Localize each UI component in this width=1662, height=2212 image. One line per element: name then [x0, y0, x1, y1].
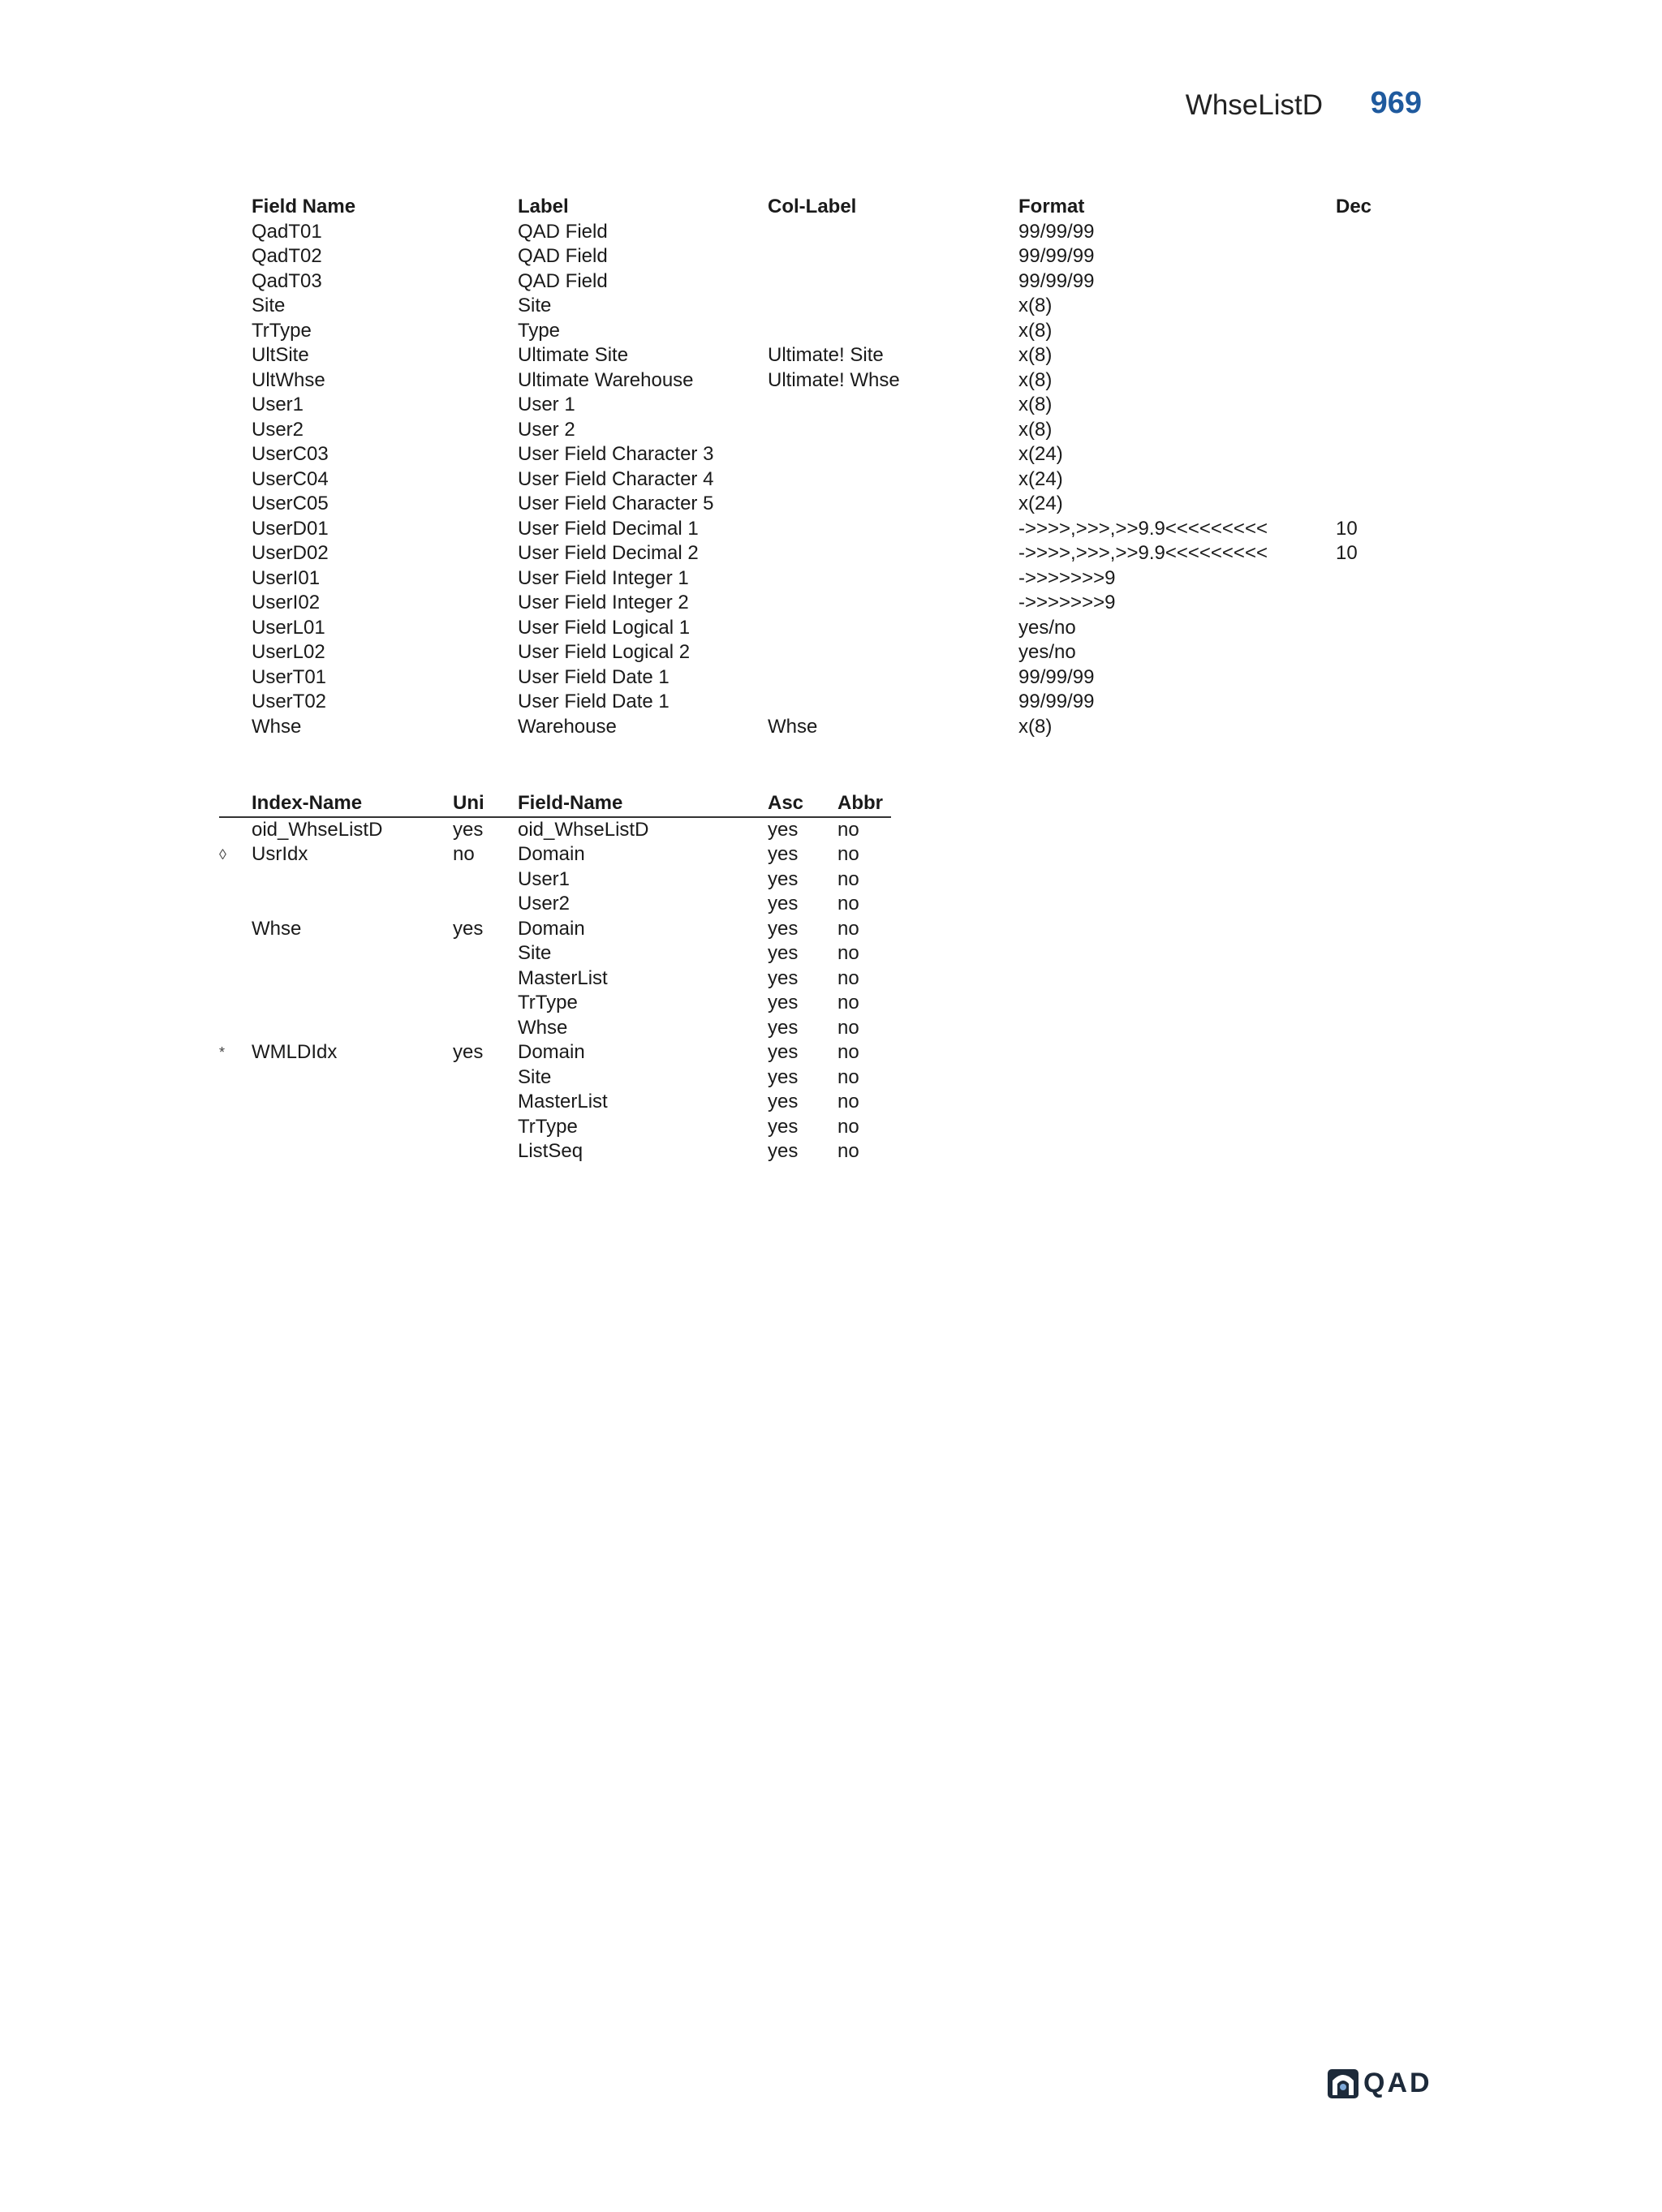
qad-logo	[1328, 2068, 1432, 2099]
format-cell: ->>>>>>>9	[1018, 592, 1116, 614]
index-marker	[219, 817, 252, 843]
dec-cell	[1336, 566, 1401, 592]
label-cell: Site	[518, 295, 552, 317]
qad-logo-text: QAD	[1363, 2068, 1432, 2098]
dec-cell	[1336, 591, 1401, 616]
field-name-cell: MasterList	[518, 966, 608, 989]
column-header-abbr: Abbr	[837, 792, 883, 815]
table-row	[252, 492, 1401, 517]
uni-cell	[453, 867, 518, 893]
table-row	[252, 467, 1401, 493]
table-row	[252, 517, 1401, 542]
index-marker	[219, 941, 252, 966]
index-name-cell: UsrIdx	[252, 843, 308, 866]
format-cell: x(8)	[1018, 394, 1053, 416]
format-cell: 99/99/99	[1018, 665, 1095, 688]
uni-cell: yes	[453, 917, 484, 940]
col-label-cell	[768, 541, 1018, 566]
col-label-cell: Ultimate! Site	[768, 344, 884, 367]
index-name-cell	[252, 1139, 453, 1164]
asc-cell: yes	[768, 1065, 799, 1088]
field-name-cell: UserL01	[252, 616, 325, 639]
label-cell: QAD Field	[518, 245, 608, 268]
dec-cell	[1336, 665, 1401, 691]
index-marker: *	[219, 1044, 226, 1061]
uni-cell	[453, 892, 518, 917]
uni-cell	[453, 1115, 518, 1140]
format-cell: yes/no	[1018, 641, 1076, 664]
table-row	[252, 244, 1401, 269]
index-name-cell	[252, 991, 453, 1016]
field-name-cell: User2	[518, 893, 571, 915]
asc-cell: yes	[768, 942, 799, 965]
table-row	[219, 1040, 891, 1065]
abbr-cell: no	[837, 942, 859, 965]
index-name-cell: Whse	[252, 917, 302, 940]
dec-cell	[1336, 319, 1401, 344]
uni-cell: yes	[453, 1041, 484, 1064]
field-name-cell: Domain	[518, 843, 585, 866]
index-marker	[219, 1090, 252, 1115]
dec-cell	[1336, 343, 1401, 368]
table-row	[252, 393, 1401, 418]
dec-cell	[1336, 690, 1401, 715]
asc-cell: yes	[768, 917, 799, 940]
format-cell: yes/no	[1018, 616, 1076, 639]
field-name-cell: TrType	[518, 992, 578, 1014]
qad-logo-icon	[1328, 2069, 1358, 2098]
format-cell: x(24)	[1018, 467, 1063, 490]
label-cell: User Field Character 5	[518, 493, 714, 515]
label-cell: User Field Integer 1	[518, 566, 689, 589]
field-name-cell: MasterList	[518, 1091, 608, 1113]
uni-cell: yes	[453, 818, 484, 841]
format-cell: 99/99/99	[1018, 269, 1095, 292]
dec-cell	[1336, 492, 1401, 517]
label-cell: User Field Date 1	[518, 665, 670, 688]
page-number: 969	[1370, 86, 1422, 120]
table-row	[252, 541, 1401, 566]
table-row	[252, 368, 1401, 394]
table-row	[252, 269, 1401, 295]
index-marker-header	[219, 791, 252, 817]
table-row	[219, 842, 891, 867]
label-cell: User Field Character 3	[518, 443, 714, 466]
dec-cell	[1336, 640, 1401, 665]
abbr-cell: no	[837, 1065, 859, 1088]
col-label-cell	[768, 591, 1018, 616]
col-label-cell	[768, 269, 1018, 295]
format-cell: x(8)	[1018, 319, 1053, 342]
format-cell: x(8)	[1018, 295, 1053, 317]
index-table	[219, 791, 891, 1164]
table-row	[252, 418, 1401, 443]
format-cell: 99/99/99	[1018, 220, 1095, 243]
format-cell: 99/99/99	[1018, 245, 1095, 268]
col-label-cell	[768, 294, 1018, 319]
col-label-cell	[768, 442, 1018, 467]
abbr-cell: no	[837, 1016, 859, 1039]
table-row	[252, 566, 1401, 592]
field-name-cell: User2	[252, 418, 304, 441]
field-name-cell: Domain	[518, 1041, 585, 1064]
col-label-cell	[768, 220, 1018, 245]
label-cell: User Field Character 4	[518, 467, 714, 490]
dec-cell	[1336, 442, 1401, 467]
dec-cell	[1336, 715, 1401, 740]
uni-cell	[453, 991, 518, 1016]
fields-body	[252, 220, 1401, 740]
format-cell: x(8)	[1018, 418, 1053, 441]
format-cell: x(8)	[1018, 344, 1053, 367]
abbr-cell: no	[837, 818, 859, 841]
field-name-cell: UserL02	[252, 641, 325, 664]
fields-header-row	[252, 195, 1401, 220]
field-name-cell: Site	[518, 1065, 552, 1088]
label-cell: Warehouse	[518, 715, 617, 738]
table-row	[219, 1115, 891, 1140]
uni-cell	[453, 966, 518, 992]
column-header-index-name: Index-Name	[252, 792, 363, 815]
col-label-cell	[768, 319, 1018, 344]
dec-cell	[1336, 294, 1401, 319]
field-name-cell: ListSeq	[518, 1140, 583, 1163]
table-row	[252, 220, 1401, 245]
column-header-col-label: Col-Label	[768, 196, 857, 218]
column-header-field-name: Field-Name	[518, 792, 623, 815]
label-cell: Ultimate Warehouse	[518, 368, 694, 391]
format-cell: ->>>>,>>>,>>9.9<<<<<<<<<	[1018, 542, 1268, 565]
column-header-uni: Uni	[453, 792, 484, 815]
field-name-cell: Site	[518, 942, 552, 965]
uni-cell	[453, 1090, 518, 1115]
index-name-cell	[252, 966, 453, 992]
uni-cell	[453, 1065, 518, 1091]
table-row	[252, 640, 1401, 665]
abbr-cell: no	[837, 917, 859, 940]
uni-cell	[453, 1139, 518, 1164]
table-row	[252, 665, 1401, 691]
index-marker	[219, 1065, 252, 1091]
col-label-cell	[768, 467, 1018, 493]
abbr-cell: no	[837, 1041, 859, 1064]
asc-cell: yes	[768, 1041, 799, 1064]
dec-cell	[1336, 616, 1401, 641]
asc-cell: yes	[768, 843, 799, 866]
field-name-cell: Site	[252, 295, 286, 317]
field-name-cell: UserI02	[252, 592, 321, 614]
dec-cell	[1336, 220, 1401, 245]
asc-cell: yes	[768, 893, 799, 915]
dec-cell: 10	[1336, 542, 1358, 565]
col-label-cell	[768, 566, 1018, 592]
index-name-cell	[252, 941, 453, 966]
table-row	[219, 941, 891, 966]
field-name-cell: TrType	[518, 1115, 578, 1138]
table-row	[219, 1090, 891, 1115]
label-cell: User Field Logical 2	[518, 641, 691, 664]
index-body	[219, 817, 891, 1164]
table-row	[252, 616, 1401, 641]
table-row	[252, 294, 1401, 319]
column-header-dec: Dec	[1336, 196, 1372, 218]
index-marker	[219, 917, 252, 942]
uni-cell	[453, 941, 518, 966]
dec-cell	[1336, 393, 1401, 418]
field-name-cell: QadT03	[252, 269, 322, 292]
abbr-cell: no	[837, 843, 859, 866]
format-cell: 99/99/99	[1018, 691, 1095, 713]
label-cell: QAD Field	[518, 220, 608, 243]
abbr-cell: no	[837, 992, 859, 1014]
label-cell: Type	[518, 319, 561, 342]
col-label-cell	[768, 244, 1018, 269]
dec-cell	[1336, 244, 1401, 269]
label-cell: User Field Decimal 1	[518, 517, 699, 540]
format-cell: ->>>>,>>>,>>9.9<<<<<<<<<	[1018, 517, 1268, 540]
format-cell: x(8)	[1018, 715, 1053, 738]
field-name-cell: UserC05	[252, 493, 329, 515]
col-label-cell	[768, 492, 1018, 517]
col-label-cell	[768, 665, 1018, 691]
col-label-cell	[768, 517, 1018, 542]
column-header-field-name: Field Name	[252, 196, 356, 218]
label-cell: User 2	[518, 418, 575, 441]
index-marker	[219, 991, 252, 1016]
index-marker	[219, 966, 252, 992]
col-label-cell: Whse	[768, 715, 818, 738]
table-row	[219, 1065, 891, 1091]
label-cell: User Field Date 1	[518, 691, 670, 713]
format-cell: x(24)	[1018, 493, 1063, 515]
field-name-cell: UserI01	[252, 566, 321, 589]
page-title: WhseListD	[1185, 89, 1323, 121]
field-name-cell: Whse	[252, 715, 302, 738]
table-row	[219, 991, 891, 1016]
format-cell: ->>>>>>>9	[1018, 566, 1116, 589]
index-name-cell: WMLDIdx	[252, 1041, 338, 1064]
table-row	[219, 892, 891, 917]
table-row	[252, 442, 1401, 467]
dec-cell	[1336, 467, 1401, 493]
column-header-asc: Asc	[768, 792, 804, 815]
format-cell: x(24)	[1018, 443, 1063, 466]
index-marker	[219, 892, 252, 917]
col-label-cell: Ultimate! Whse	[768, 368, 900, 391]
field-name-cell: User1	[518, 867, 571, 890]
index-name-cell	[252, 1115, 453, 1140]
dec-cell: 10	[1336, 517, 1358, 540]
asc-cell: yes	[768, 992, 799, 1014]
table-row	[219, 917, 891, 942]
col-label-cell	[768, 616, 1018, 641]
label-cell: User Field Decimal 2	[518, 542, 699, 565]
field-name-cell: UserC03	[252, 443, 329, 466]
asc-cell: yes	[768, 867, 799, 890]
col-label-cell	[768, 393, 1018, 418]
field-name-cell: QadT01	[252, 220, 322, 243]
field-name-cell: QadT02	[252, 245, 322, 268]
table-row	[252, 591, 1401, 616]
asc-cell: yes	[768, 818, 799, 841]
column-header-label: Label	[518, 196, 569, 218]
index-marker	[219, 1139, 252, 1164]
table-row	[252, 343, 1401, 368]
field-name-cell: TrType	[252, 319, 312, 342]
abbr-cell: no	[837, 893, 859, 915]
label-cell: User Field Logical 1	[518, 616, 691, 639]
table-row	[219, 1139, 891, 1164]
index-name-cell	[252, 1016, 453, 1041]
asc-cell: yes	[768, 1091, 799, 1113]
field-name-cell: UserD02	[252, 542, 329, 565]
asc-cell: yes	[768, 1016, 799, 1039]
column-header-format: Format	[1018, 196, 1085, 218]
dec-cell	[1336, 368, 1401, 394]
col-label-cell	[768, 690, 1018, 715]
field-name-cell: User1	[252, 394, 304, 416]
col-label-cell	[768, 418, 1018, 443]
field-name-cell: UserT02	[252, 691, 327, 713]
label-cell: Ultimate Site	[518, 344, 629, 367]
abbr-cell: no	[837, 867, 859, 890]
dec-cell	[1336, 418, 1401, 443]
index-name-cell	[252, 892, 453, 917]
index-marker	[219, 1115, 252, 1140]
abbr-cell: no	[837, 1091, 859, 1113]
field-name-cell: UserD01	[252, 517, 329, 540]
col-label-cell	[768, 640, 1018, 665]
table-row	[252, 690, 1401, 715]
index-name-cell	[252, 1065, 453, 1091]
field-name-cell: UltWhse	[252, 368, 325, 391]
fields-table	[252, 195, 1401, 739]
uni-cell: no	[453, 843, 475, 866]
asc-cell: yes	[768, 966, 799, 989]
field-name-cell: UltSite	[252, 344, 309, 367]
index-name-cell	[252, 1090, 453, 1115]
field-name-cell: Domain	[518, 917, 585, 940]
label-cell: QAD Field	[518, 269, 608, 292]
field-name-cell: UserT01	[252, 665, 327, 688]
table-row	[219, 966, 891, 992]
field-name-cell: UserC04	[252, 467, 329, 490]
field-name-cell: Whse	[518, 1016, 568, 1039]
table-row	[252, 715, 1401, 740]
dec-cell	[1336, 269, 1401, 295]
index-marker: ◊	[219, 846, 226, 863]
index-name-cell	[252, 867, 453, 893]
index-header-row	[219, 791, 891, 817]
asc-cell: yes	[768, 1115, 799, 1138]
index-name-cell: oid_WhseListD	[252, 818, 383, 841]
abbr-cell: no	[837, 1140, 859, 1163]
label-cell: User 1	[518, 394, 575, 416]
table-row	[219, 867, 891, 893]
label-cell: User Field Integer 2	[518, 592, 689, 614]
uni-cell	[453, 1016, 518, 1041]
field-name-cell: oid_WhseListD	[518, 818, 649, 841]
table-row	[252, 319, 1401, 344]
format-cell: x(8)	[1018, 368, 1053, 391]
abbr-cell: no	[837, 1115, 859, 1138]
table-row	[219, 1016, 891, 1041]
table-row	[219, 817, 891, 843]
index-marker	[219, 867, 252, 893]
index-marker	[219, 1016, 252, 1041]
abbr-cell: no	[837, 966, 859, 989]
asc-cell: yes	[768, 1140, 799, 1163]
